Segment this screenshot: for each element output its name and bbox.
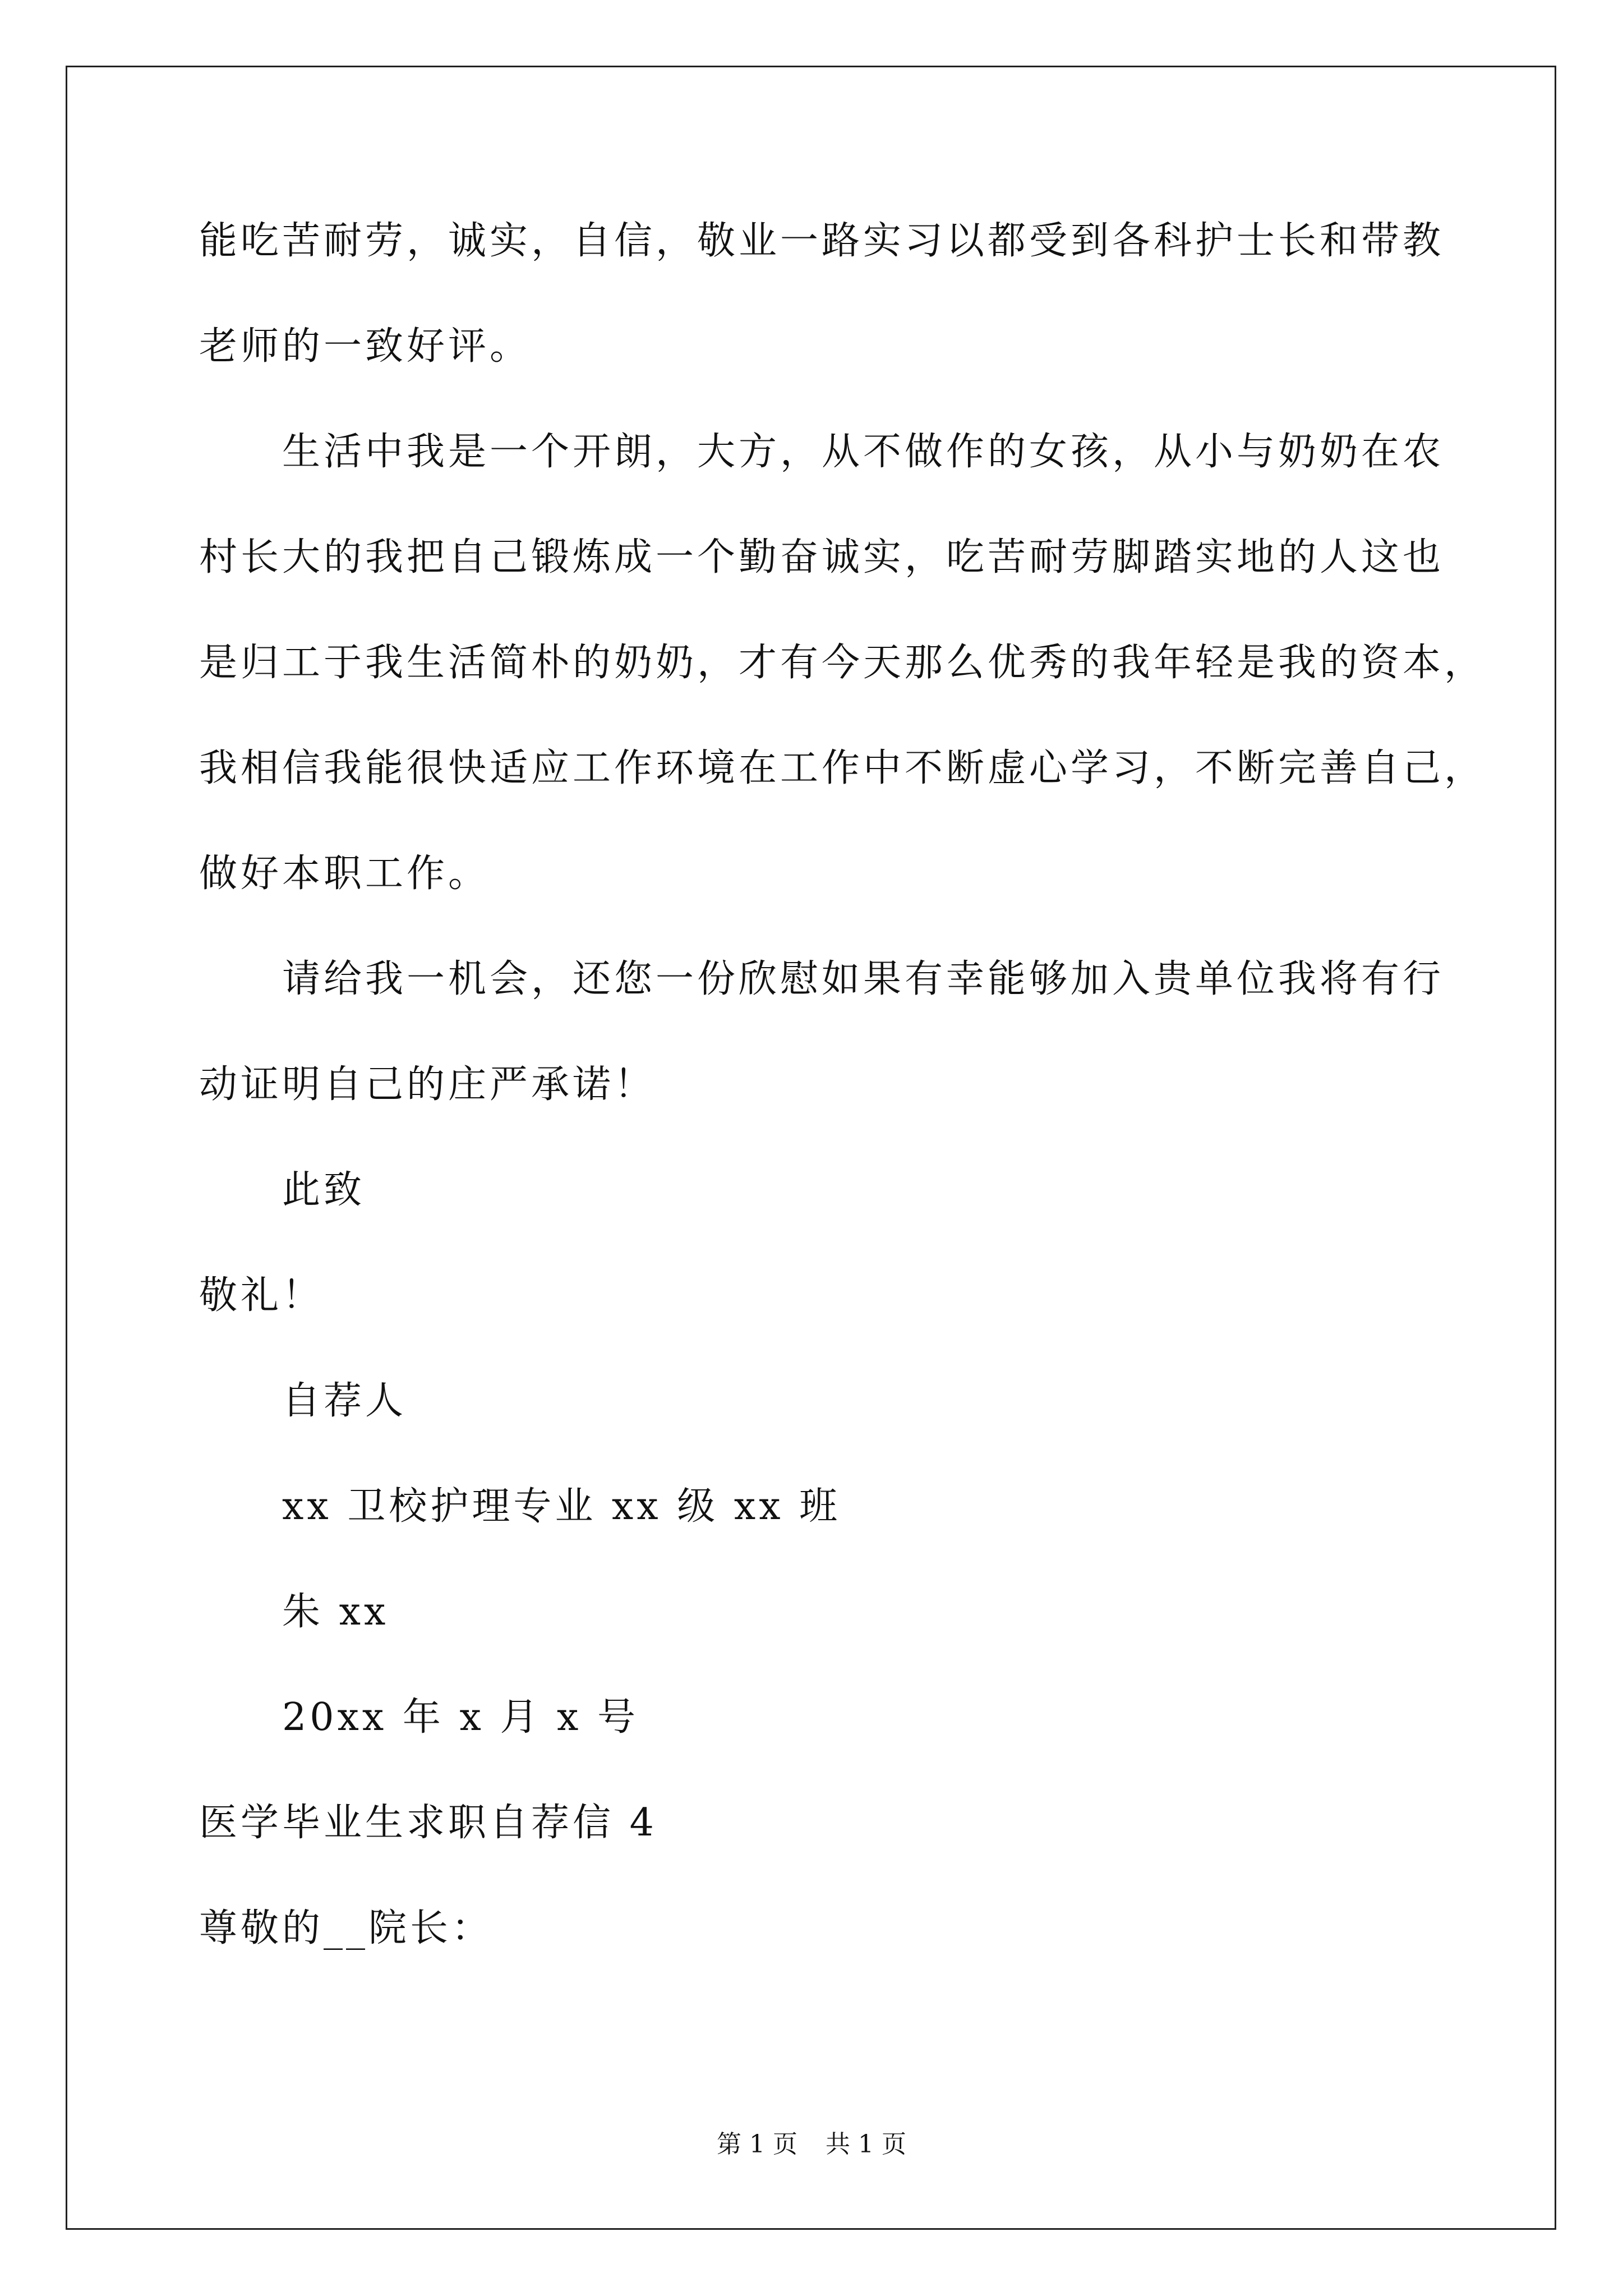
paragraph-line: 请给我一机会，还您一份欣慰如果有幸能够加入贵单位我将有行 (282, 957, 1445, 1001)
page-border (66, 66, 1556, 2230)
paragraph-line: 是归工于我生活简朴的奶奶，才有今天那么优秀的我年轻是我的资本， (199, 641, 1486, 685)
paragraph-line: 动证明自己的庄严承诺！ (199, 1062, 656, 1107)
paragraph-line: 我相信我能很快适应工作环境在工作中不断虚心学习，不断完善自己， (199, 746, 1486, 790)
paragraph-line: 生活中我是一个开朗，大方，从不做作的女孩，从小与奶奶在农 (282, 430, 1445, 474)
signature-name: 朱 xx (282, 1590, 389, 1634)
closing-salutation: 此致 (282, 1168, 366, 1212)
signature-date: 20xx 年 x 月 x 号 (282, 1695, 639, 1740)
page-number-current: 第 1 页 (717, 2130, 797, 2159)
signature-label: 自荐人 (282, 1379, 407, 1423)
paragraph-line: 村长大的我把自己锻炼成一个勤奋诚实，吃苦耐劳脚踏实地的人这也 (199, 535, 1445, 579)
closing-regards: 敬礼！ (199, 1273, 324, 1318)
section-title: 医学毕业生求职自荐信 4 (199, 1801, 657, 1845)
page-footer (0, 2129, 1623, 2160)
page-number-total: 共 1 页 (826, 2130, 906, 2159)
paragraph-line: 老师的一致好评。 (199, 324, 532, 369)
paragraph-line: 能吃苦耐劳，诚实，自信，敬业一路实习以都受到各科护士长和带教 (199, 219, 1445, 263)
letter-greeting: 尊敬的__院长： (199, 1906, 494, 1950)
paragraph-line: 做好本职工作。 (199, 852, 490, 896)
signature-school: xx 卫校护理专业 xx 级 xx 班 (282, 1484, 841, 1529)
